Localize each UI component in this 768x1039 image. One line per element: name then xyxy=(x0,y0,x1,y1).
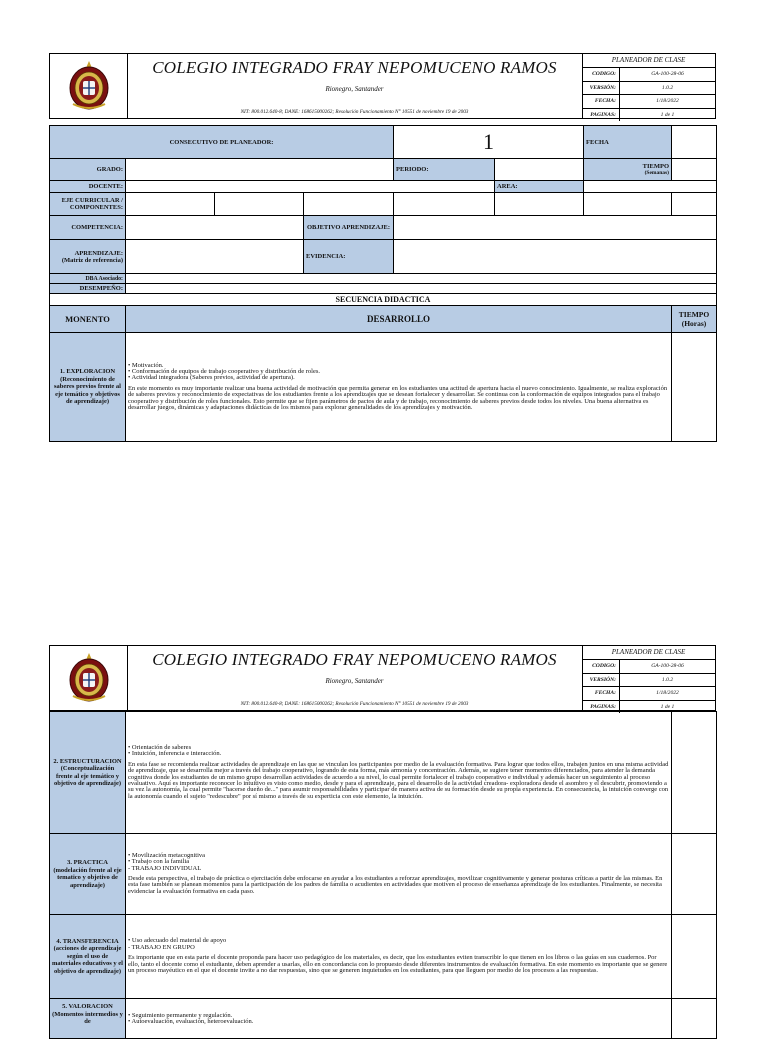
phase-bullet: • Conformación de equipos de trabajo cooperativo y distribución de roles. xyxy=(128,367,320,375)
eje-label: EJE CURRICULAR / COMPONENTES: xyxy=(50,193,126,216)
objetivo-label: OBJETIVO APRENDIZAJE: xyxy=(304,216,394,240)
eje-field[interactable] xyxy=(304,193,394,216)
meta-key: CODIGO: xyxy=(582,660,620,673)
grado-label: GRADO: xyxy=(50,159,126,181)
meta-key: CODIGO: xyxy=(582,68,620,81)
phase-title: 5. VALORACION (Momentos intermedios y de xyxy=(50,999,126,1039)
form-title: PLANEADOR DE CLASE xyxy=(582,54,715,68)
phase-content[interactable] xyxy=(126,915,672,999)
meta-value: GA-100-28-06 xyxy=(651,663,684,669)
phase-text: Es importante que en esta parte el docente proponda para hacer uso pedagógico de los materiales, es decir, que los estudiantes eviten transcribir lo que tienen en los libros o las guías en sus cuadernos. Por ello, tanto el docente como el estudiante, deben aprender a usarlas, ello en concordancia con lo propuesto desde diferentes instrumentos de evaluación formativa. En este momento es importante que se genere un proceso mayéutico en el que el docente invite a no dar respuestas, sino que se generen inquietudes en los estudiantes, para que lleguen por medio de los procesos a las respuestas. xyxy=(128,954,668,975)
docente-label: DOCENTE: xyxy=(50,181,126,193)
eje-field[interactable] xyxy=(126,193,215,216)
desarrollo-header: DESARROLLO xyxy=(126,306,672,333)
dba-label: DBA Asociado: xyxy=(50,274,126,284)
meta-key: VERSIÓN: xyxy=(582,674,620,687)
area-label: AREA: xyxy=(495,181,584,193)
docente-field[interactable] xyxy=(126,181,495,193)
school-location: Rionegro, Santander xyxy=(325,85,384,93)
phase-content[interactable] xyxy=(126,834,672,915)
meta-key: PAGINAS: xyxy=(582,109,620,122)
school-crest-icon xyxy=(67,60,111,112)
fecha-label-text: FECHA xyxy=(586,138,609,146)
tiempo-horas-sub: (Horas) xyxy=(681,319,707,328)
phase-bullet: • Actividad integradora (Saberes previos, actividad de apertura). xyxy=(128,374,295,382)
periodo-label: PERIODO: xyxy=(394,159,495,181)
desempeno-field[interactable] xyxy=(126,284,717,294)
school-name: COLEGIO INTEGRADO FRAY NEPOMUCENO RAMOS xyxy=(152,58,557,77)
fecha-field[interactable] xyxy=(672,126,717,159)
phase-bullet: • Uso adecuado del material de apoyo xyxy=(128,937,227,945)
meta-key: FECHA: xyxy=(582,687,620,700)
phase-bullet: - TRABAJO INDIVIDUAL xyxy=(128,864,202,872)
document-header xyxy=(49,53,716,119)
phase-bullet: • Motivación. xyxy=(128,361,164,369)
eje-field[interactable] xyxy=(672,193,717,216)
phase-content[interactable] xyxy=(126,712,672,834)
phase-bullet: • Movilización metacognitiva xyxy=(128,851,206,859)
phase-hours-field[interactable] xyxy=(672,915,717,999)
phase-bullet: • Seguimiento permanente y regulación. xyxy=(128,1012,233,1019)
meta-value: 1.0.2 xyxy=(661,84,674,91)
phase-title: 4. TRANSFERENCIA (acciones de aprendizaje según el uso de materiales educativos y el objetivo de aprendizaje) xyxy=(50,915,126,999)
school-location: Rionegro, Santander xyxy=(325,677,384,685)
phase-hours-field[interactable] xyxy=(672,999,717,1039)
fecha-label xyxy=(584,126,672,159)
document-meta xyxy=(582,646,715,710)
school-crest xyxy=(50,54,128,118)
tiempo-field[interactable] xyxy=(672,159,717,181)
momento-header: MONENTO xyxy=(50,306,126,333)
phase-title: 3. PRACTICA (modelación frente al eje tematico y objetivo de aprendizaje) xyxy=(50,834,126,915)
school-legal-info: NIT: 800.012.640-8; DANE: 168615000262; Resolución Funcionamiento N° 10551 de noviembre 19 de 2003 xyxy=(240,701,469,707)
eje-field[interactable] xyxy=(584,193,672,216)
phase-content[interactable] xyxy=(126,333,672,442)
competencia-field[interactable] xyxy=(126,216,304,240)
dba-field[interactable] xyxy=(126,274,717,284)
consecutivo-label: CONSECUTIVO DE PLANEADOR: xyxy=(50,126,394,159)
phase-hours-field[interactable] xyxy=(672,333,717,442)
evidencia-field[interactable] xyxy=(394,240,717,274)
aprendizaje-sub: (Matriz de referencia) xyxy=(61,256,123,264)
meta-value: 1/18/2022 xyxy=(656,690,679,696)
document-meta xyxy=(582,54,715,118)
meta-value: 1 de 1 xyxy=(660,703,675,710)
meta-value: 1.0.2 xyxy=(661,676,674,683)
phase-bullet: • Intuición, inferencia e interacción. xyxy=(128,750,222,758)
school-crest xyxy=(50,646,128,710)
meta-value: 1/18/2022 xyxy=(656,98,679,104)
phase-text: En esta fase se recomienda realizar actividades de aprendizaje en las que se vinculan los participantes por medio de la evaluación formativa. Para lograr que todos ellos, trabajen juntos en una misma actividad de aprendizaje, que se desarrolla mejor a través del trabajo cooperativo, logrando de esta forma, más armonía y concentración. Además, se sugiere tener momentos diferenciados, para atender la demanda cognitiva donde los estudiantes de un mismo grupo desarrollan actividades de acuerdo a su nivel, lo cual permite fortalecer el trabajo cooperativo e individual y además hacer un seguimiento al proceso evaluativo. Aquí es importante reconocer lo intuitivo es visto como medio, desde y para el aprendizaje, para el desarrollo de la actividad creadora- exploradora desde el asombro y el descubrir, promoviendo a su vez la autonomía, la cual permite "hacerse dueño de..." para asumir responsabilidades y participar de manera activa de su formación desde su propia experiencia. En consecuencia, la intuición converge con la autonomía cuando el sujeto "redescubre" por sí mismo a través de su experticia con este elemento, la intuición. xyxy=(128,760,669,800)
area-field[interactable] xyxy=(584,181,717,193)
meta-value: GA-100-28-06 xyxy=(651,71,684,77)
tiempo-horas-label: TIEMPO xyxy=(678,310,710,319)
phase-hours-field[interactable] xyxy=(672,712,717,834)
tiempo-semanas-label xyxy=(584,159,672,181)
tiempo-sub: (Semanas) xyxy=(644,169,670,176)
eje-field[interactable] xyxy=(215,193,304,216)
phase-bullet: - TRABAJO EN GRUPO xyxy=(128,943,195,951)
phase-bullet: • Orientación de saberes xyxy=(128,743,192,751)
school-crest-icon xyxy=(67,652,111,704)
eje-field[interactable] xyxy=(394,193,495,216)
objetivo-field[interactable] xyxy=(394,216,717,240)
tiempo-label: TIEMPO xyxy=(642,162,670,170)
phase-title: 1. EXPLORACION (Reconocimiento de saberes previos frente al eje temático y objetivos de aprendizaje) xyxy=(50,333,126,442)
phase-bullet: • Autoevaluación, evaluación, heteroevaluación. xyxy=(128,1018,254,1026)
phase-title: 2. ESTRUCTURACION (Conceptualización frente al eje temático y objetivo de aprendizaje) xyxy=(50,712,126,834)
school-name: COLEGIO INTEGRADO FRAY NEPOMUCENO RAMOS xyxy=(152,650,557,669)
consecutivo-value[interactable]: 1 xyxy=(394,126,584,159)
grado-field[interactable] xyxy=(126,159,394,181)
periodo-field[interactable] xyxy=(495,159,584,181)
meta-key: FECHA: xyxy=(582,95,620,108)
phase-table xyxy=(49,711,717,1039)
meta-key: VERSIÓN: xyxy=(582,82,620,95)
phase-text: En este momento es muy importante realizar una buena actividad de motivación que permita generar en los estudiantes una actitud de apertura hacia el nuevo conocimiento. Igualmente, se realiza exploración de saberes previos y reconocimiento de expectativas de los estudiantes frente a los aprendizajes que se desean fortalecer y desarrollar. Se continua con la conformación de equipos integrados para el trabajo cooperativo y distribución de roles funcionales. Esto permite que se fijen parámetros de pactos de aula y de trabajo, reconocimiento de saberes previos desde todos los niveles. Una buena alternativa es desarrollar juegos, dinámicas y adaptaciones didácticas de los mismos para explorar generalidades de los aprendizajes y motivación. xyxy=(128,384,668,412)
phase-content[interactable] xyxy=(126,999,672,1039)
secuencia-title: SECUENCIA DIDACTICA xyxy=(50,294,717,306)
school-legal-info: NIT: 800.012.640-8; DANE: 168615000262; Resolución Funcionamiento N° 10551 de noviembre 19 de 2003 xyxy=(240,109,469,115)
competencia-label: COMPETENCIA: xyxy=(50,216,126,240)
page-1 xyxy=(49,53,716,442)
desempeno-label: DESEMPEÑO: xyxy=(50,284,126,294)
meta-value: 1 de 1 xyxy=(660,111,675,118)
phase-bullet: • Trabajo con la familia xyxy=(128,858,190,866)
form-title: PLANEADOR DE CLASE xyxy=(582,646,715,660)
page-2 xyxy=(49,645,716,1039)
document-header xyxy=(49,645,716,711)
phase-hours-field[interactable] xyxy=(672,834,717,915)
aprendizaje-label-text: APRENDIZAJE: xyxy=(74,249,123,257)
tiempo-horas-header xyxy=(672,306,717,333)
evidencia-label: EVIDENCIA: xyxy=(304,240,394,274)
planner-form xyxy=(49,125,717,442)
phase-text: Desde esta perspectiva, el trabajo de práctica o ejercitación debe enfocarse en ayudar a los estudiantes a reforzar aprendizajes, movilizar cognitivamente y generar posturas críticas a partir de las mismas. En esta fase también se planean momentos para la participación de los padres de familia o acudientes en actividades que motiven el proceso de enseñanza aprendizaje de los estudiantes. Finalmente, se necesita evidenciar la evaluación formativa en cada paso. xyxy=(128,875,663,895)
aprendizaje-field[interactable] xyxy=(126,240,304,274)
aprendizaje-label xyxy=(50,240,126,274)
eje-field[interactable] xyxy=(495,193,584,216)
meta-key: PAGINAS: xyxy=(582,701,620,714)
